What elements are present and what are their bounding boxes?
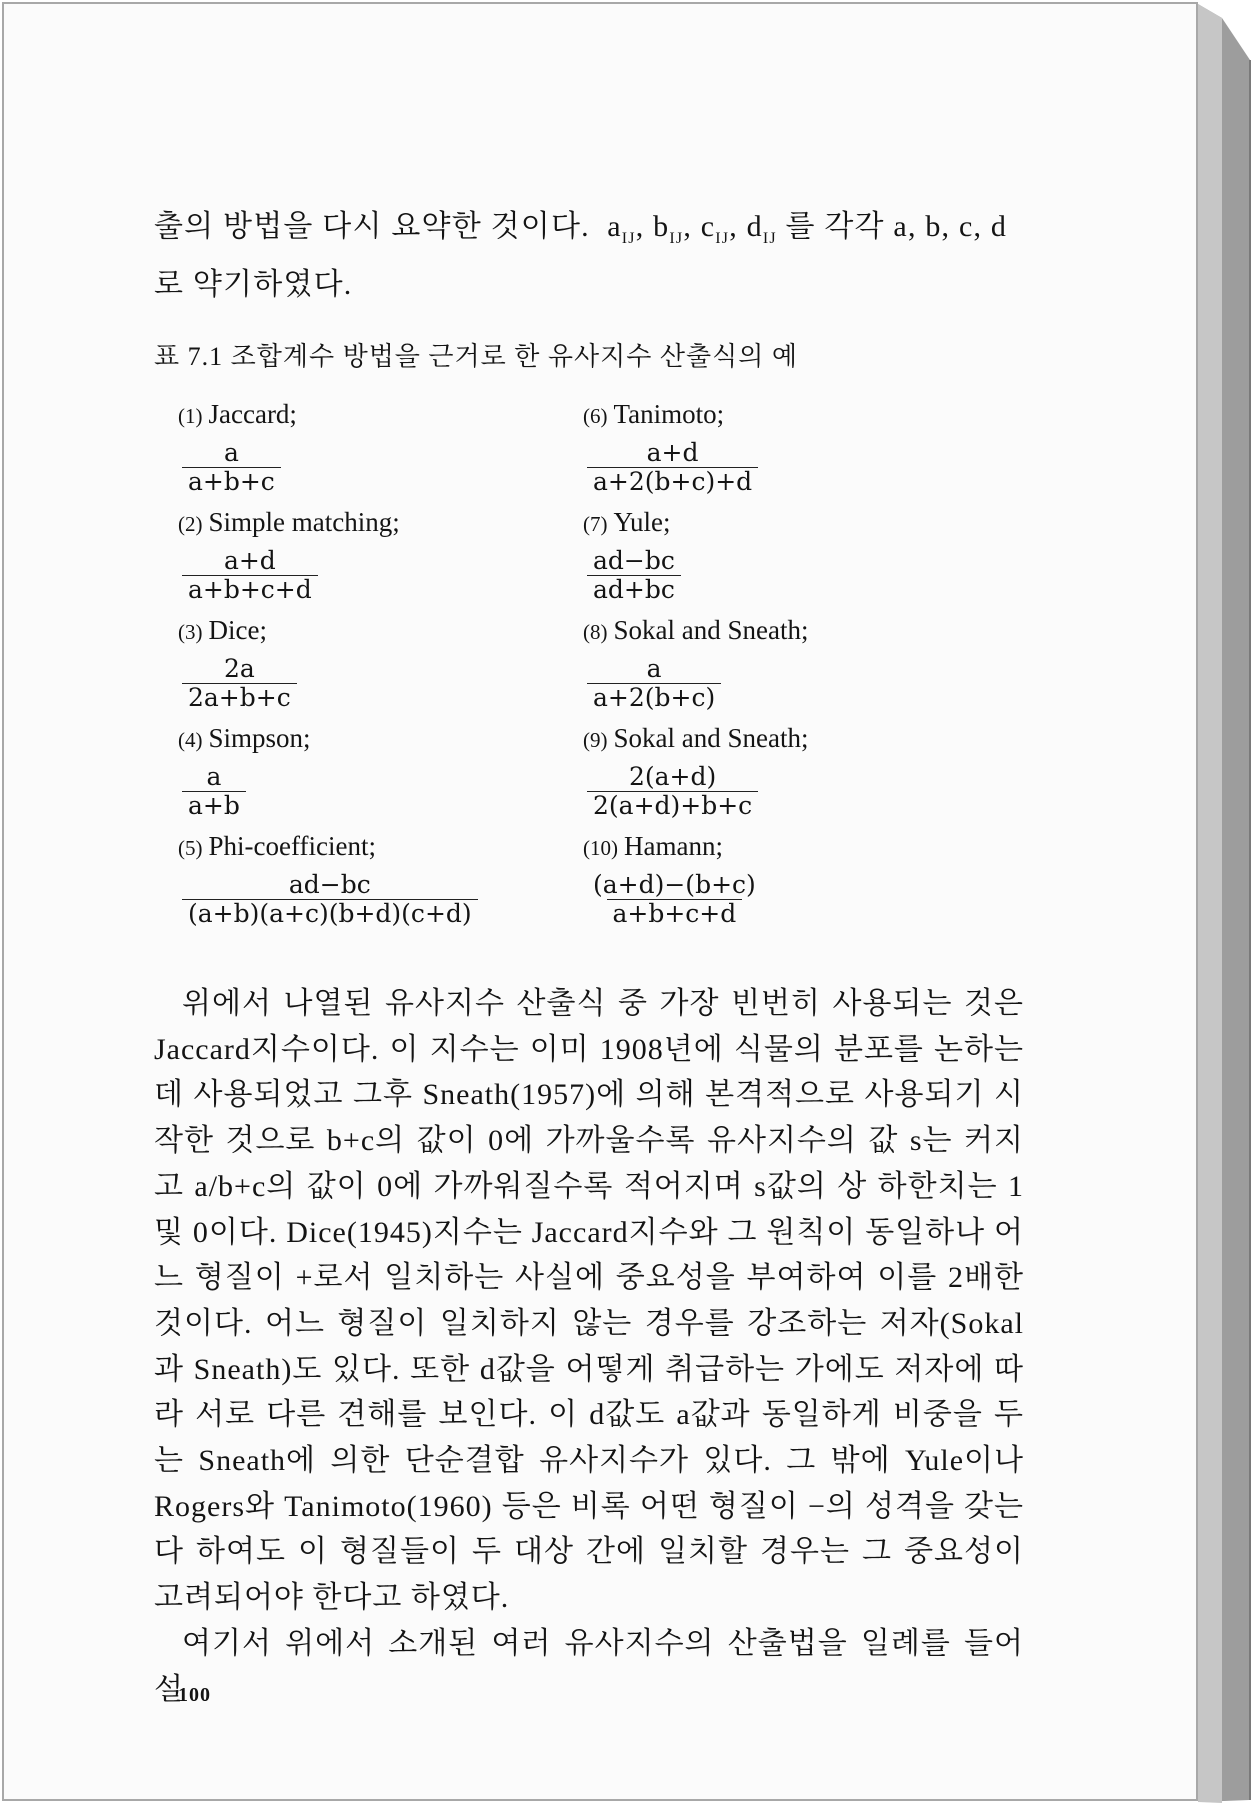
formula-item [178,505,583,613]
table-caption: 표 7.1 조합계수 방법을 근거로 한 유사지수 산출식의 예 [154,342,798,371]
denominator: a+2(b+c)+d [587,467,758,496]
fraction [182,871,478,928]
paragraph: 위에서 나열된 유사지수 산출식 중 가장 빈번히 사용되는 것은 Jaccard지수이다. 이 지수는 이미 1908년에 식물의 분포를 논하는데 사용되었고 그후 Sneath(1957)에 의해 본격적으로 사용되기 시작한 것으로 b+c의 값이 0에 가까울수록 유사지수의 값 s는 커지고 a/b+c의 값이 0에 가까워질수록 적어지며 s값의 상 하한치는 1 및 0이다. Dice(1945)지수는 Jaccard지수와 그 원칙이 동일하나 어느 형질이 +로서 일치하는 사실에 중요성을 부여하여 이를 2배한 것이다. 어느 형질이 일치하지 않는 경우를 강조하는 저자(Sokal과 Sneath)도 있다. 또한 d값을 어떻게 취급하는 가에도 저자에 따라 서로 다른 견해를 보인다. 이 d값도 a값과 동일하게 비중을 두는 Sneath에 의한 단순결합 유사지수가 있다. 그 밖에 Yule이나 Rogers와 Tanimoto(1960) 등은 비록 어떤 형질이 −의 성격을 갖는다 하여도 이 형질들이 두 대상 간에 일치할 경우는 그 중요성이 고려되어야 한다고 하였다. [154,987,1024,1615]
fraction [587,439,758,496]
var-d: $d_{IJ}$ [746,210,777,247]
formula-item [583,397,988,505]
denominator: (a+b)(a+c)(b+d)(c+d) [182,899,478,928]
intro-line1-pre: 출의 방법을 다시 요약한 것이다. [154,210,590,243]
fraction [182,439,281,496]
numerator: 2a [223,654,255,683]
formula-number: (1) [178,404,203,428]
formula-number: (8) [583,620,608,644]
denominator: a+b+c [182,467,281,496]
formula-number: (2) [178,512,203,536]
numerator: 2(a+d) [628,762,717,791]
formula-name: Phi-coefficient; [208,831,376,861]
intro-line1-post: 를 각각 a, b, c, d [785,210,1008,243]
denominator: ad+bc [587,575,681,604]
var-b: $b_{IJ}$, [653,210,701,247]
formula-number: (5) [178,836,203,860]
denominator: a+b+c+d [182,575,318,604]
denominator: 2(a+d)+b+c [587,791,758,820]
formula-number: (4) [178,728,203,752]
numerator: a [206,762,222,791]
body-text [154,981,1024,1712]
fraction [182,547,318,604]
formula-number: (6) [583,404,608,428]
formula-item [583,721,988,829]
numerator: a+d [223,546,276,575]
var-a: $a_{IJ}$, [607,210,654,247]
denominator: a+2(b+c) [587,683,721,712]
formula-name: Sokal and Sneath; [613,615,809,645]
formula-name: Sokal and Sneath; [613,723,809,753]
numerator: a+d [646,438,699,467]
intro-line2: 로 약기하였다. [154,268,353,301]
numerator: a [646,654,662,683]
formula-name: Hamann; [624,831,723,861]
numerator: ad−bc [288,870,371,899]
formula-name: Tanimoto; [613,399,725,429]
formula-item [583,613,988,721]
paragraph: 여기서 위에서 소개된 여러 유사지수의 산출법을 일례를 들어 설 [154,1626,1024,1706]
fraction [587,871,762,928]
page-number: 100 [178,1684,211,1706]
formula-item [178,829,583,937]
page-content [154,204,1024,1712]
formula-name: Simple matching; [208,507,400,537]
formula-name: Dice; [208,615,267,645]
formula-item [583,505,988,613]
formula-item [178,613,583,721]
numerator: (a+d)−(b+c) [593,870,756,899]
book-page [2,2,1198,1801]
fraction [587,655,721,712]
formula-name: Jaccard; [208,399,297,429]
numerator: ad−bc [593,546,675,575]
formula-number: (10) [583,836,618,860]
formula-item [178,721,583,829]
fraction [182,763,246,820]
formula-number: (9) [583,728,608,752]
fraction [587,547,681,604]
formula-name: Yule; [613,507,671,537]
formula-item [583,829,988,937]
var-c: $c_{IJ}$, [700,210,747,247]
formula-number: (7) [583,512,608,536]
numerator: a [223,438,239,467]
fraction [182,655,297,712]
intro-variables [607,210,785,247]
formula-name: Simpson; [208,723,311,753]
formula-item [178,397,583,505]
denominator: a+b [182,791,246,820]
formula-number: (3) [178,620,203,644]
denominator: a+b+c+d [607,899,743,928]
intro-text [154,204,1024,308]
fraction [587,763,758,820]
formula-table [178,397,1024,937]
denominator: 2a+b+c [182,683,297,712]
